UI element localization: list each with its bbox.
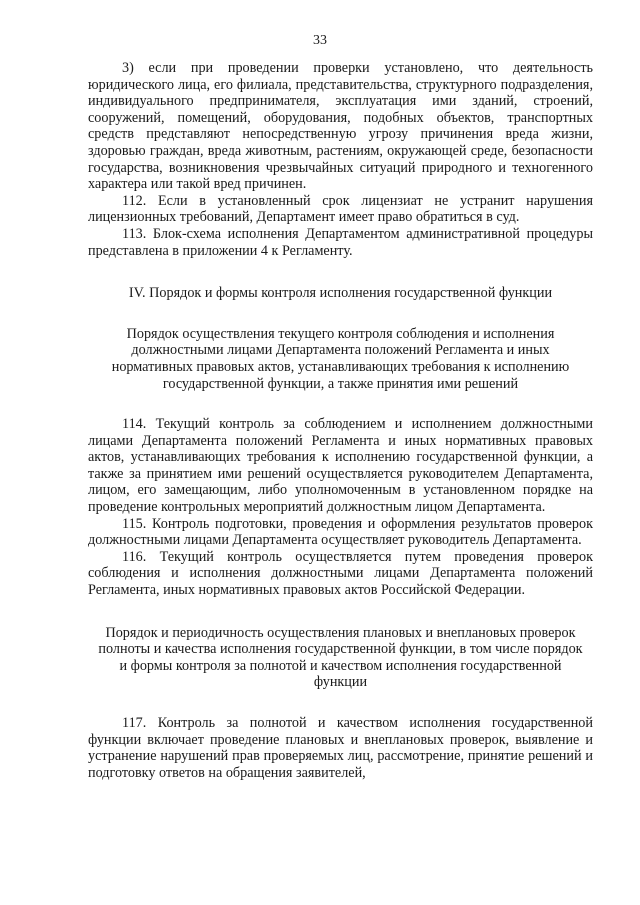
document-body bbox=[88, 60, 593, 781]
page-number: 33 bbox=[313, 33, 327, 48]
paragraph-item-3: 3) если при проведении проверки установлено, что деятельность юридического лица, его филиала, представительства, структурного подразделения, индивидуального предпринимателя, эксплуатация ими зданий, строений, сооружений, помещений, оборудования, подобных объектов, транспортных средств представляют непосредственную угрозу причинения вреда жизни, здоровью граждан, вреда животным, растениям, окружающей среде, безопасности государства, возникновения чрезвычайных ситуаций природного и техногенного характера или такой вред причинен. bbox=[88, 60, 593, 193]
paragraph-115: 115. Контроль подготовки, проведения и оформления результатов проверок должностными лицами Департамента осуществляет руководитель Департамента. bbox=[88, 515, 593, 549]
paragraph-114: 114. Текущий контроль за соблюдением и исполнением должностными лицами Департамента положений Регламента и иных нормативных правовых актов, устанавливающих требования к исполнению государственной функции, а также за принятием ими решений осуществляется руководителем Департамента, лицом, его замещающим, либо уполномоченным в установленном порядке на проведение контрольных мероприятий должностным лицом Департамента. bbox=[88, 416, 593, 516]
section-title: IV. Порядок и формы контроля исполнения государственной функции bbox=[128, 285, 553, 302]
paragraph-116: 116. Текущий контроль осуществляется путем проведения проверок соблюдения и исполнения должностными лицами Департамента положений Регламента, иных нормативных правовых актов Российской Федерации. bbox=[88, 548, 593, 599]
paragraph-112: 112. Если в установленный срок лицензиат не устранит нарушения лицензионных требований, Департамент имеет право обратиться в суд. bbox=[88, 192, 593, 226]
subsection-title-planned-checks: Порядок и периодичность осуществления плановых и внеплановых проверок полноты и качества исполнения государственной функции, в том числе порядок и формы контроля за полнотой и качеством исполнения государственной функции bbox=[98, 624, 583, 691]
paragraph-113: 113. Блок-схема исполнения Департаментом административной процедуры представлена в приложении 4 к Регламенту. bbox=[88, 225, 593, 259]
paragraph-117: 117. Контроль за полнотой и качеством исполнения государственной функции включает проведение плановых и внеплановых проверок, выявление и устранение нарушений прав проверяемых лиц, рассмотрение, принятие решений и подготовку ответов на обращения заявителей, bbox=[88, 715, 593, 781]
subsection-title-current-control: Порядок осуществления текущего контроля соблюдения и исполнения должностными лицами Департамента положений Регламента и иных нормативных правовых актов, устанавливающих требования к исполнению государственной функции, а также принятия ими решений bbox=[111, 325, 570, 392]
